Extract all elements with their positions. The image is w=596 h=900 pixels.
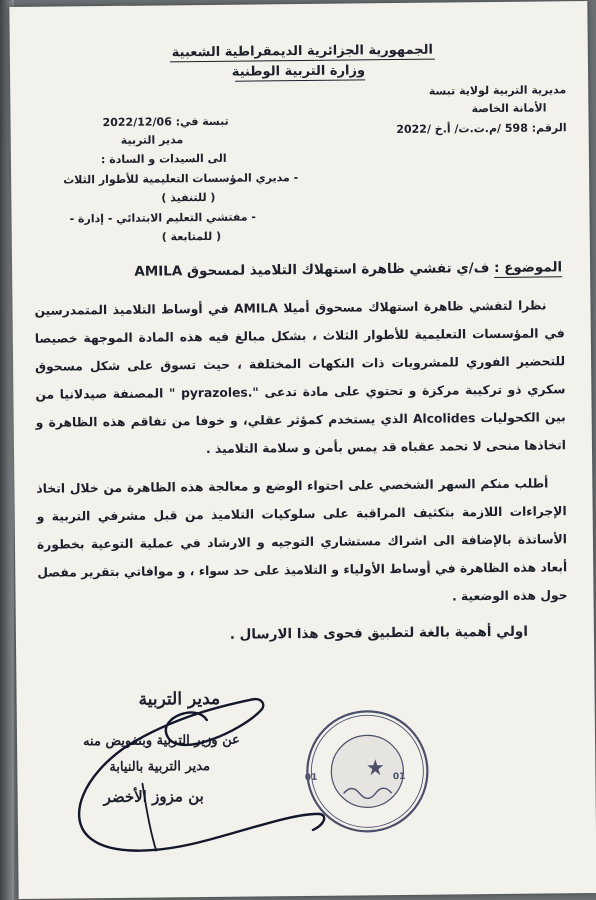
signature-line-2: مدير التربية بالنيابة: [109, 758, 211, 776]
reference-number: الرقم: 598 /م.ت.ت/ أ.خ /2022: [396, 121, 567, 137]
official-letter: [9, 1, 596, 899]
recipient-1-note: ( للتنفيذ ): [161, 190, 216, 205]
subject-text: ف/ي تفشي ظاهرة استهلاك التلاميذ لمسحوق AMILA: [134, 260, 490, 280]
recipient-2: - مفتشي التعليم الابتدائي - إدارة -: [69, 210, 257, 226]
place-date: تبسة في: 2022/12/06: [102, 114, 229, 130]
subject-label: الموضوع :: [493, 259, 563, 276]
recipient-2-note: ( للمتابعة ): [161, 229, 222, 244]
signature-line-1: عن وزير التربية وبتفويض منه: [82, 732, 240, 750]
letter-body: [34, 291, 568, 651]
directorate-name: مديرية التربية لولاية تبسة: [428, 83, 567, 98]
ministry-title: وزارة التربية الوطنية: [231, 63, 366, 80]
subject-line: [134, 259, 562, 279]
signature-title: مدير التربية: [138, 688, 221, 710]
official-seal: [303, 707, 432, 836]
paragraph-1: نظرا لتفشي ظاهرة استهلاك مسحوق أميلا AMILA في أوساط التلاميذ المتمدرسين في المؤسسات التعليمية للأطوار الثلاث ، بشكل مبالغ فيه هذه المادة الموجهة خصيصا للتحضير الفوري للمشروبات ذات النكهات المختلفة ، حيث تسوق على شكل مسحوق سكري ذو تركيبة مركزة و تحتوي على مادة تدعى ".pyrazoles " المصنفة صيدلانيا من بين الكحوليات Alcolides الذي يستخدم كمؤثر عقلي، و خوفا من تفاقم هذه الظاهرة و اتخاذها منحى لا تحمد عقباه قد يمس بأمن و سلامة التلاميذ .: [34, 298, 567, 457]
seal-left-number: 01: [304, 772, 318, 783]
recipients-intro: الى السيدات و السادة :: [100, 151, 227, 167]
republic-title: الجمهورية الجزائرية الديمقراطية الشعبية: [170, 43, 435, 63]
paragraph-2: أطلب منكم السهر الشخصي على احتواء الوضع و معالجة هذه الظاهرة من خلال اتخاذ الإجراءات اللازمة بتكثيف المراقبة على سلوكيات التلاميذ من قبل مشرفي التربية و الأساتذة بالإضافة الى اشراك مستشاري التوجيه و الارشاد في عملية التوعية بخطورة أبعاد هذه الظاهرة في أوساط الأولياء و التلاميذ على حد سواء ، و موافاتي بتقرير مفصل حول هذه الوضعية .: [36, 476, 568, 604]
secretariat-name: الأمانة الخاصة: [471, 101, 547, 116]
recipient-1: - مديري المؤسسات التعليمية للأطوار الثلاث: [63, 171, 299, 187]
seal-right-number: 01: [392, 771, 406, 783]
closing-line: اولي أهمية بالغة لتطبيق فحوى هذا الارسال .: [229, 623, 528, 643]
signature-name: بن مزوز الأخضر: [103, 787, 204, 807]
sender-title: مدير التربية: [120, 133, 184, 147]
